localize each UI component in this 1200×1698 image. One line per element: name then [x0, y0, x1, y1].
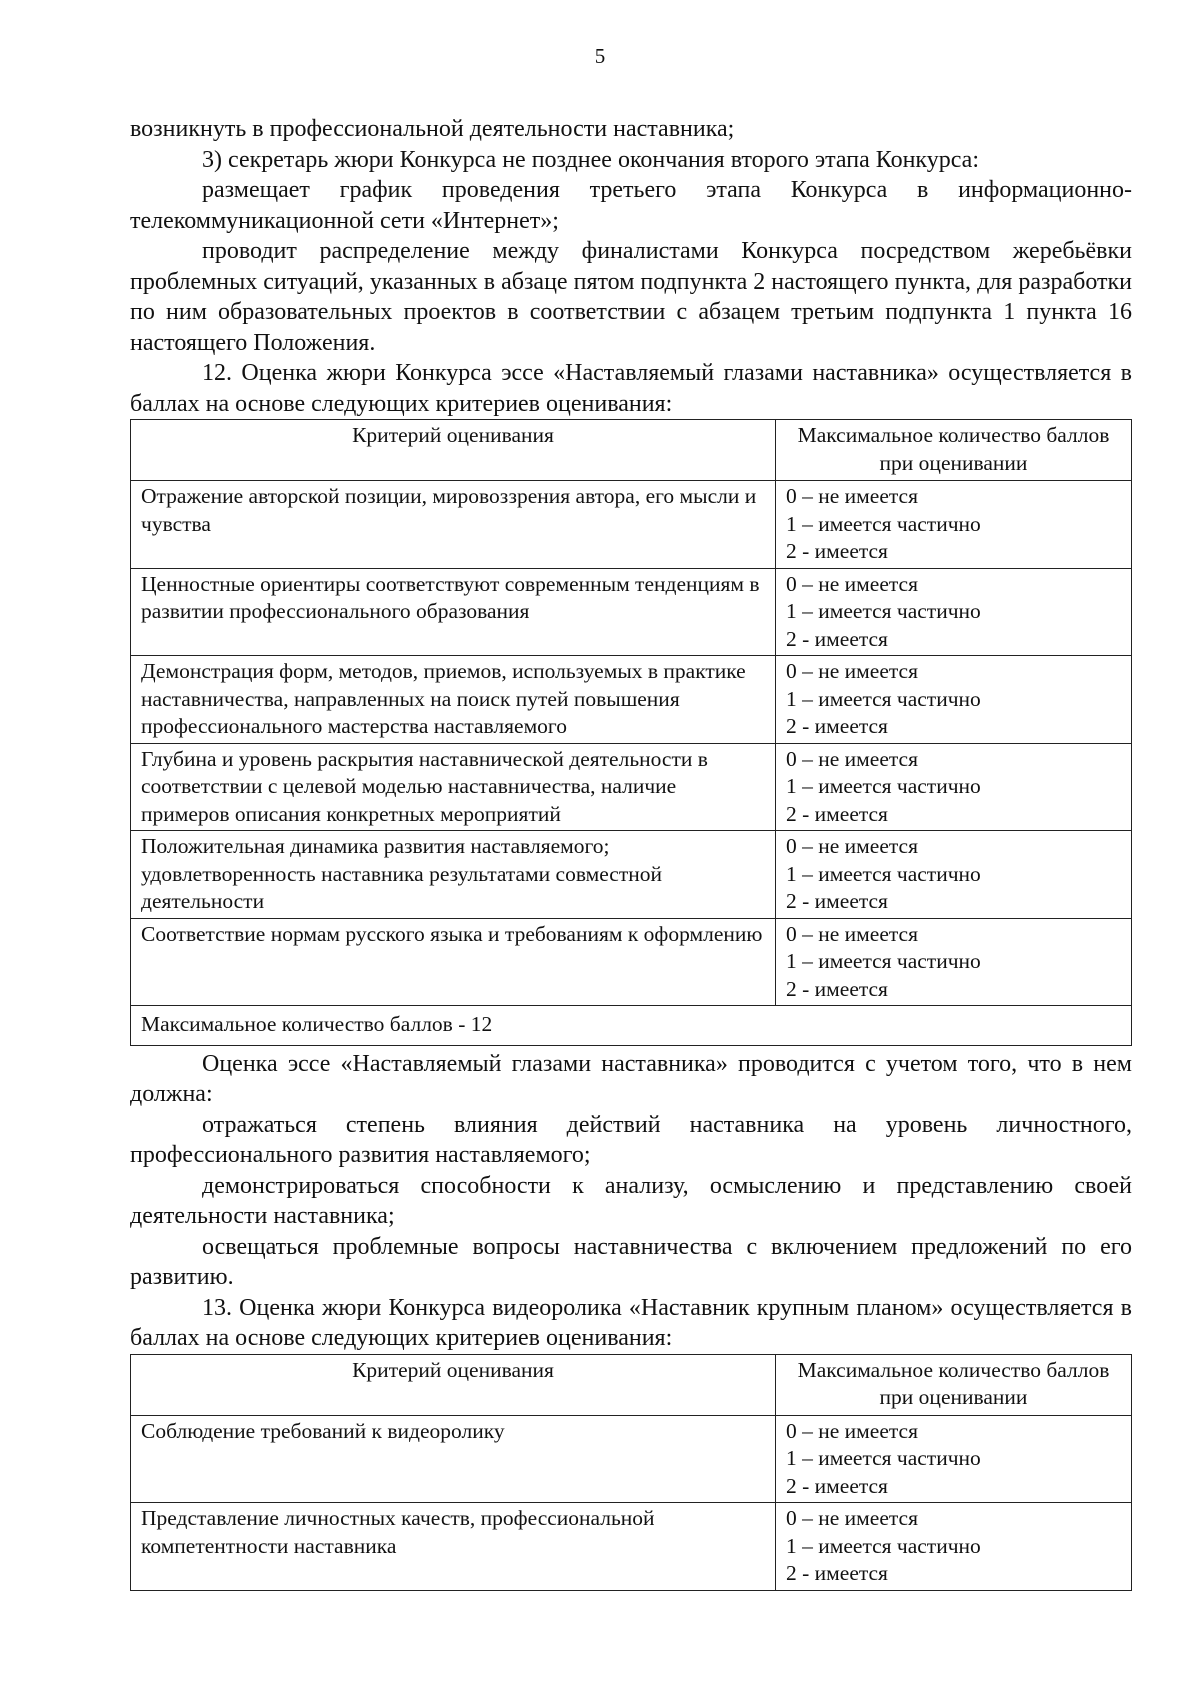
criteria-table-video: [130, 1354, 1132, 1591]
table-header-row: [131, 420, 1132, 481]
score-option: 1 – имеется частично: [786, 774, 981, 798]
score-cell: [776, 831, 1132, 919]
paragraph: освещаться проблемные вопросы наставничества с включением предложений по его развитию.: [130, 1233, 1132, 1290]
score-option: 2 - имеется: [786, 714, 888, 738]
criterion-cell: Ценностные ориентиры соответствуют современным тенденциям в развитии профессионального образования: [131, 568, 776, 656]
table-row: [131, 1503, 1132, 1591]
score-option: 0 – не имеется: [786, 834, 918, 858]
score-cell: [776, 568, 1132, 656]
score-option: 0 – не имеется: [786, 746, 918, 771]
paragraph: возникнуть в профессиональной деятельности наставника;: [130, 116, 735, 142]
score-option: 1 – имеется частично: [786, 949, 981, 973]
page-number: 5: [594, 44, 606, 68]
table-row: [131, 831, 1132, 919]
paragraph: 3) секретарь жюри Конкурса не позднее окончания второго этапа Конкурса:: [202, 146, 979, 173]
score-option: 2 - имеется: [786, 889, 888, 913]
score-option: 2 - имеется: [786, 976, 888, 1001]
score-option: 0 – не имеется: [786, 484, 918, 508]
header-criterion: Критерий оценивания: [131, 1354, 776, 1415]
table-row: [131, 1415, 1132, 1503]
score-option: 2 - имеется: [786, 801, 888, 826]
score-cell: [776, 656, 1132, 744]
criterion-cell: Соответствие нормам русского языка и требованиям к оформлению: [131, 918, 776, 1006]
document-body: [130, 114, 1132, 1591]
total-score: Максимальное количество баллов - 12: [131, 1006, 1132, 1046]
criterion-cell: Глубина и уровень раскрытия наставнической деятельности в соответствии с целевой моделью наставничества, наличие примеров описания конкретных мероприятий: [131, 743, 776, 831]
score-cell: [776, 1503, 1132, 1591]
score-option: 2 - имеется: [786, 626, 888, 651]
score-option: 0 – не имеется: [786, 1418, 918, 1443]
score-option: 1 – имеется частично: [786, 511, 981, 536]
score-option: 0 – не имеется: [786, 571, 918, 596]
score-option: 2 - имеется: [786, 1561, 888, 1585]
score-option: 0 – не имеется: [786, 1506, 918, 1530]
table-row: [131, 568, 1132, 656]
score-cell: [776, 1415, 1132, 1503]
criteria-table-essay: [130, 419, 1132, 1046]
score-cell: [776, 918, 1132, 1006]
header-score: Максимальное количество баллов при оценивании: [776, 420, 1132, 481]
paragraph: 12. Оценка жюри Конкурса эссе «Наставляемый глазами наставника» осуществляется в баллах на основе следующих критериев оценивания:: [130, 360, 1132, 417]
table-row: [131, 481, 1132, 569]
header-score: Максимальное количество баллов при оценивании: [776, 1354, 1132, 1415]
paragraph: размещает график проведения третьего этапа Конкурса в информационно-телекоммуникационной сети «Интернет»;: [130, 177, 1132, 234]
score-option: 0 – не имеется: [786, 921, 918, 946]
table-row: [131, 743, 1132, 831]
paragraph: отражаться степень влияния действий наставника на уровень личностного, профессионального развития наставляемого;: [130, 1111, 1132, 1168]
score-option: 1 – имеется частично: [786, 1446, 981, 1470]
score-option: 1 – имеется частично: [786, 1533, 981, 1558]
criterion-cell: Соблюдение требований к видеоролику: [131, 1415, 776, 1503]
score-option: 0 – не имеется: [786, 659, 918, 683]
table-header-row: [131, 1354, 1132, 1415]
criterion-cell: Положительная динамика развития наставляемого; удовлетворенность наставника результатами совместной деятельности: [131, 831, 776, 919]
score-option: 1 – имеется частично: [786, 599, 981, 623]
paragraph: 13. Оценка жюри Конкурса видеоролика «Наставник крупным планом» осуществляется в баллах на основе следующих критериев оценивания:: [130, 1294, 1132, 1351]
table-total-row: [131, 1006, 1132, 1046]
paragraph: демонстрироваться способности к анализу, осмыслению и представлению своей деятельности наставника;: [130, 1172, 1132, 1229]
score-option: 1 – имеется частично: [786, 861, 981, 886]
score-option: 2 - имеется: [786, 539, 888, 563]
score-option: 2 - имеется: [786, 1473, 888, 1498]
table-row: [131, 918, 1132, 1006]
score-cell: [776, 743, 1132, 831]
header-criterion: Критерий оценивания: [131, 420, 776, 481]
criterion-cell: Демонстрация форм, методов, приемов, используемых в практике наставничества, направленных на поиск путей повышения профессионального мастерства наставляемого: [131, 656, 776, 744]
table-row: [131, 656, 1132, 744]
score-option: 1 – имеется частично: [786, 686, 981, 711]
criterion-cell: Отражение авторской позиции, мировоззрения автора, его мысли и чувства: [131, 481, 776, 569]
paragraph: проводит распределение между финалистами Конкурса посредством жеребьёвки проблемных ситуаций, указанных в абзаце пятом подпункта 2 настоящего пункта, для разработки по ним образовательных проектов в соответствии с абзацем третьим подпункта 1 пункта 16 настоящего Положения.: [130, 238, 1132, 356]
criterion-cell: Представление личностных качеств, профессиональной компетентности наставника: [131, 1503, 776, 1591]
score-cell: [776, 481, 1132, 569]
paragraph: Оценка эссе «Наставляемый глазами наставника» проводится с учетом того, что в нем должна:: [130, 1050, 1132, 1107]
